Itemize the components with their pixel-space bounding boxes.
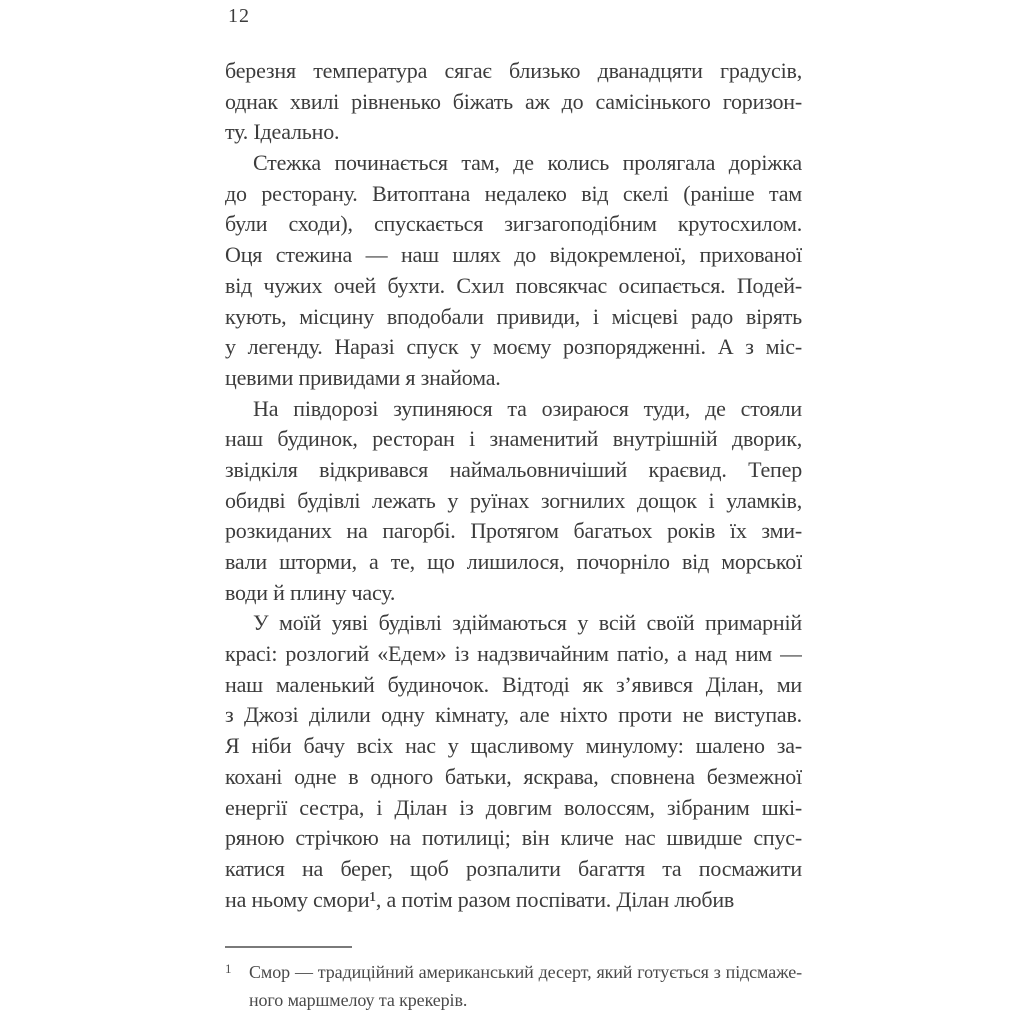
text-line: ту. Ідеально.	[225, 119, 340, 145]
footnote-line: ного маршмелоу та крекерів.	[249, 989, 468, 1010]
footnote	[225, 946, 802, 1014]
paragraph	[225, 56, 802, 148]
text-line: розкиданих на пагорбі. Протягом багатьох років їх зми-	[225, 518, 802, 544]
footnote-divider	[225, 946, 352, 948]
text-line: звідкіля відкривався наймальовничіший краєвид. Тепер	[225, 456, 802, 482]
text-line: У моїй уяві будівлі здіймаються у всій своїй примарній	[253, 610, 802, 636]
text-line: красі: розлогий «Едем» із надзвичайним патіо, а над ним —	[225, 641, 802, 667]
footnote-text	[249, 959, 802, 1014]
paragraph	[225, 608, 802, 915]
text-line: цевими привидами я знайома.	[225, 364, 501, 390]
text-line: ряною стрічкою на потилиці; він кличе нас швидше спус-	[225, 825, 802, 851]
text-line: обидві будівлі лежать у руїнах зогнилих дощок і уламків,	[225, 487, 802, 513]
text-line: у легенду. Наразі спуск у моєму розпорядженні. А з міс-	[225, 334, 802, 360]
text-line: Оця стежина — наш шлях до відокремленої, прихованої	[225, 242, 802, 268]
text-line: води й плину часу.	[225, 579, 396, 605]
body-text	[225, 56, 802, 915]
text-line: Я ніби бачу всіх нас у щасливому минулому: шалено за-	[225, 733, 802, 759]
page-number: 12	[228, 5, 250, 27]
text-line: кують, місцину вподобали привиди, і місцеві радо вірять	[225, 303, 802, 329]
text-line: наш будинок, ресторан і знаменитий внутрішній дворик,	[225, 426, 802, 452]
text-line: з Джозі ділили одну кімнату, але ніхто проти не виступав.	[225, 702, 802, 728]
text-line: кохані одне в одного батьки, яскрава, сповнена безмежної	[225, 763, 802, 789]
text-line: енергії сестра, і Ділан із довгим волоссям, зібраним шкі-	[225, 794, 802, 820]
text-line: були сходи), спускається зигзагоподібним крутосхилом.	[225, 211, 802, 237]
paragraph	[225, 148, 802, 394]
footnote-line: Смор — традиційний американський десерт, який готується з підсмаже-	[249, 962, 802, 982]
text-line: катися на берег, щоб розпалити багаття та посмажити	[225, 855, 802, 881]
footnote-marker: 1	[225, 961, 232, 976]
text-line: Стежка починається там, де колись пролягала доріжка	[253, 150, 802, 176]
text-line: березня температура сягає близько дванадцяти градусів,	[225, 58, 802, 83]
text-line: наш маленький будиночок. Відтоді як з’явився Ділан, ми	[225, 671, 802, 697]
text-line: від чужих очей бухти. Схил повсякчас осипається. Подей-	[225, 272, 802, 298]
text-line: на ньому смори¹, а потім разом поспівати. Ділан любив	[225, 886, 735, 912]
text-line: однак хвилі рівненько біжать аж до самісінького горизон-	[225, 88, 802, 114]
text-line: до ресторану. Витоптана недалеко від скелі (раніше там	[225, 180, 802, 206]
text-line: вали шторми, а те, що лишилося, почорніло від морської	[225, 549, 802, 574]
paragraph	[225, 394, 802, 609]
text-line: На півдорозі зупиняюся та озираюся туди, де стояли	[253, 395, 802, 421]
